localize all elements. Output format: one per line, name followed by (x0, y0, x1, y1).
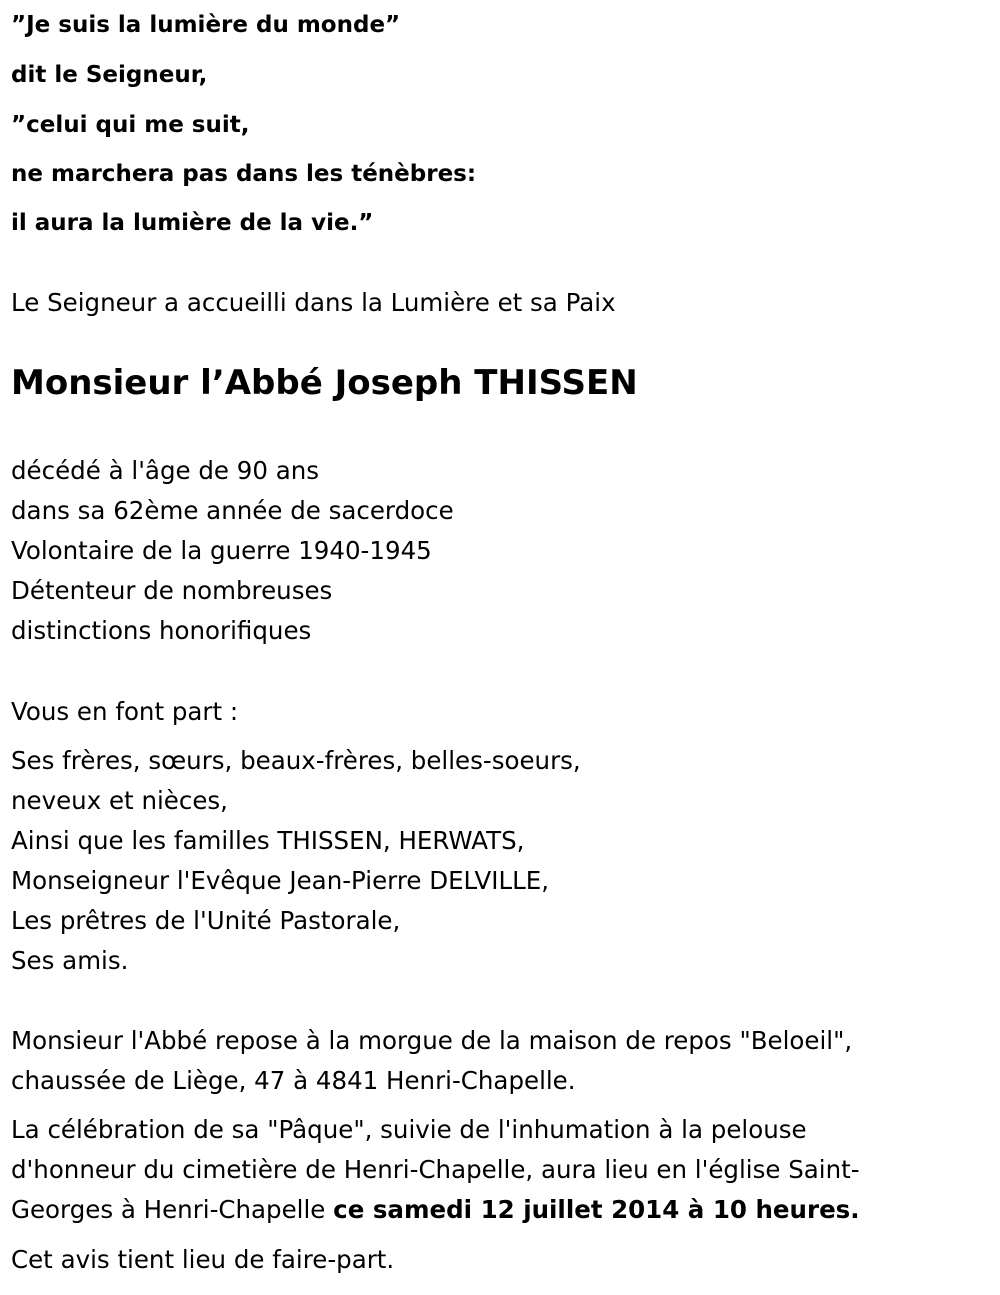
quote-line: il aura la lumière de la vie.” (11, 210, 374, 236)
family-line: Les prêtres de l'Unité Pastorale, (11, 906, 401, 935)
family-line: neveux et nièces, (11, 786, 228, 815)
celebration-date: ce samedi 12 juillet 2014 à 10 heures. (333, 1195, 860, 1224)
celebration-line: La célébration de sa "Pâque", suivie de l'inhumation à la pelouse (11, 1115, 807, 1144)
celebration-line (11, 1190, 860, 1230)
family-line: Ses amis. (11, 946, 129, 975)
detail-line: distinctions honorifiques (11, 616, 312, 645)
deceased-name: Monsieur l’Abbé Joseph THISSEN (11, 363, 638, 403)
quote-line: ”Je suis la lumière du monde” (11, 12, 401, 38)
detail-line: dans sa 62ème année de sacerdoce (11, 496, 454, 525)
announce-heading: Vous en font part : (11, 697, 239, 726)
celebration-location: Georges à Henri-Chapelle (11, 1195, 334, 1224)
quote-line: ”celui qui me suit, (11, 112, 250, 138)
family-line: Monseigneur l'Evêque Jean-Pierre DELVILLE, (11, 866, 550, 895)
quote-line: dit le Seigneur, (11, 62, 208, 88)
family-line: Ainsi que les familles THISSEN, HERWATS, (11, 826, 525, 855)
family-line: Ses frères, sœurs, beaux-frères, belles-soeurs, (11, 746, 581, 775)
repose-line: Monsieur l'Abbé repose à la morgue de la maison de repos "Beloeil", (11, 1026, 853, 1055)
detail-line: Volontaire de la guerre 1940-1945 (11, 536, 432, 565)
intro-text: Le Seigneur a accueilli dans la Lumière et sa Paix (11, 288, 616, 317)
detail-line: Détenteur de nombreuses (11, 576, 333, 605)
closing-text: Cet avis tient lieu de faire-part. (11, 1245, 395, 1274)
detail-line: décédé à l'âge de 90 ans (11, 456, 320, 485)
repose-line: chaussée de Liège, 47 à 4841 Henri-Chapelle. (11, 1066, 576, 1095)
celebration-line: d'honneur du cimetière de Henri-Chapelle, aura lieu en l'église Saint- (11, 1155, 860, 1184)
quote-line: ne marchera pas dans les ténèbres: (11, 161, 477, 187)
